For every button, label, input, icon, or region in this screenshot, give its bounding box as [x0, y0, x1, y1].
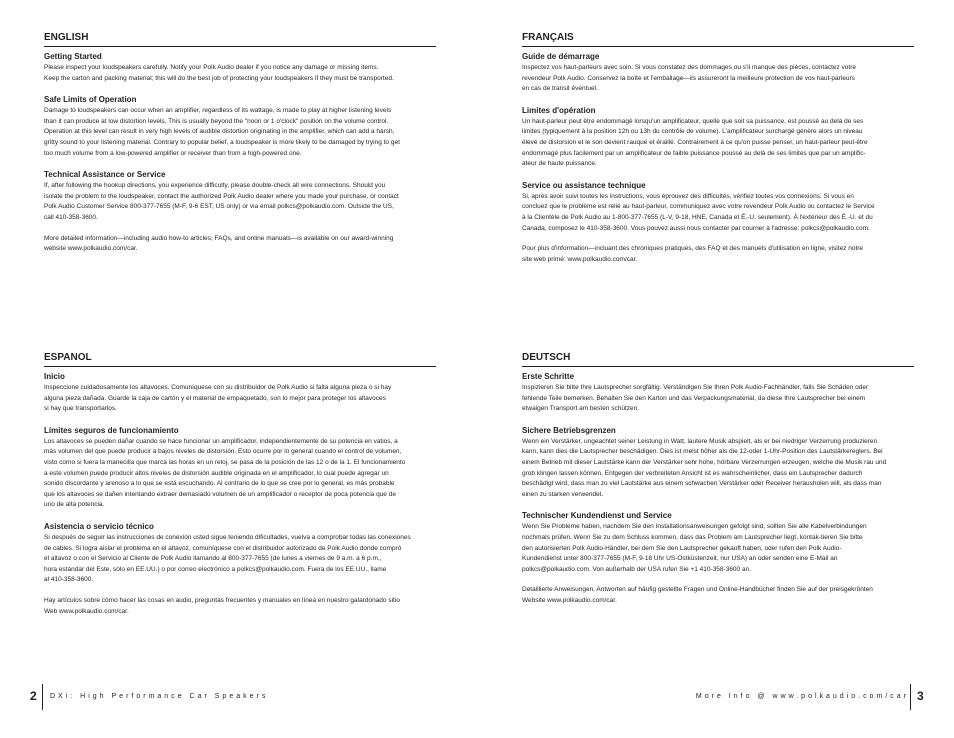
heading-deutsch: DEUTSCH	[522, 352, 914, 367]
anweisungen-text: Detaillierte Anweisungen, Antworten auf häufig gestellte Fragen und Online-Handbücher finden Sie auf der preisgekrönten Website www.polkaudio.com/car.	[522, 586, 873, 604]
section-deutsch	[522, 352, 914, 607]
section-espanol	[44, 352, 436, 617]
guide-demarrage-text: Inspectez vos haut-parleurs avec soin. Si vous constatez des dommages ou s'il manque des pièces, contactez votre revendeur Polk Audio. Conservez la boîte et l'emballage—ils assureront la meilleure protection de vos haut-parleurs en cas de transit éventuel.	[522, 64, 857, 93]
safe-limits-title: Safe Limits of Operation	[44, 95, 137, 105]
kundendienst-text: Wenn Sie Probleme haben, nachdem Sie den Installationsanweisungen gefolgt sind, sollten Sie alle Kabelverbindungen nochmals prüfen. Wenn Sie zu dem Schluss kommen, dass das Problem am Lautsprecher liegt, kontak-tieren Sie bitte den autorisierten Polk Audio-Händler, bei dem Sie den Lautsprecher gekauft haben, oder rufen den Polk Audio- Kundendienst unter 800-377-7655 (M-F, 9-18 Uhr US-Ostküstenzeit, nur USA) an oder senden eine E-Mail an polkcs@polkaudio.com. Von außerhalb der USA rufen Sie +1 410-358-3600 an.	[522, 523, 867, 573]
technical-assistance-text: If, after following the hookup directions, you experience difficulty, please double-check all wire connections. Should you isolate the problem to the loudspeaker, contact the authorized Polk Audio dealer where you made your purchase, or contact Polk Audio Customer Service 800-377-7655 (M-F, 9-6 EST, US only) or via email polkcs@polkaudio.com. Outside the US, call 410-358-3600.	[44, 182, 399, 221]
section-english	[44, 32, 436, 255]
limites-seguros-text: Los altavoces se pueden dañar cuando se hace funcionar un amplificador, independientemente de su potencia en vatios, a más volumen del que puede producir a bajos niveles de distorsión. Esto ocurre por lo general cuando el control de volumen, visto como si fuera la manecilla que marca las horas en un reloj, se pasa de la posición de las 12 o de la 1. El funcionamiento a este volumen puede producir altos niveles de distorsión audible originada en el amplificador, lo cual puede agregar un sonido discordante y arenoso a lo que se está escuchando. Al contrario de lo que se cree por lo general, es más probable que los altavoces se dañen intentando extraer demasiado volumen de un amplificador o receptor de poca potencia que de uno de alta potencia.	[44, 437, 406, 509]
heading-espanol: ESPANOL	[44, 352, 436, 367]
guide-demarrage-title: Guide de démarrage	[522, 52, 600, 61]
safe-limits-text: Damage to loudspeakers can occur when an amplifier, regardless of its wattage, is made to play at higher listening levels than it can produce at low distortion levels. This is usually beyond the "noon or 1 o'clock" position on the volume control. Operation at this level can result in very high levels of audible distortion originating in the amplifier, which can add a harsh, gritty sound to your listening material. Contrary to popular belief, a loudspeaker is more likely to be damaged by trying to get too much volume from a low-powered amplifier or receiver than from a high-powered one.	[44, 107, 400, 157]
getting-started-title: Getting Started	[44, 52, 102, 61]
technical-assistance-title: Technical Assistance or Service	[44, 170, 166, 180]
footer-divider-right	[910, 684, 911, 710]
section-francais	[522, 32, 914, 265]
betriebsgrenzen-text: Wenn ein Verstärker, ungeachtet seiner Leistung in Watt, lautere Musik abspielt, als er bei niedriger Verzerrung produzieren kann, kann dies die Lautsprecher beschädigen. Dies ist meist höher als die 12-oder 1-Uhr-Position des Lautstärkereglers. Bei einem Betrieb mit dieser Lautstärke kann der Verstärker sehr hohe, hörbare Verzerrungen erzeugen, welche die Musik rau und grob klingen lassen können. Entgegen der verbreiteten Ansicht ist es wahrscheinlicher, dass ein Lautsprecher dadurch beschädigt wird, dass man zu viel Lautstärke aus einem schwachen Verstärker oder Receiver herausholen will, als dass man einen zu starken verwendet.	[522, 437, 887, 498]
asistencia-tecnico-text: Si después de seguir las instrucciones de conexión usted sigue teniendo dificultades, vuelva a comprobar todas las conexiones de cables. Si logra aislar el problema en el altavoz, comuníquese con el distribuidor autorizado de Polk Audio donde compró el altavoz o con el Servicio al Cliente de Polk Audio llamando al 800-377-7655 (de lunes a viernes de 9 a.m. a 6 p.m., hora estándar del Este, sólo en EE.UU.) o por correo electrónico a polkcs@polkaudio.com. Fuera de los EE.UU., llame al 410-358-3600.	[44, 533, 411, 584]
page-number-left: 2	[30, 689, 37, 703]
more-info-text: More detailed information—including audio how-to articles; FAQs, and online manuals—is available on our award-winning website www.polkaudio.com/car.	[44, 234, 394, 253]
plus-information-text: Pour plus d'information—incluant des chroniques pratiques, des FAQ et des manuels d'utilisation en ligne, visitez notre site web primé: www.polkaudio.com/car.	[522, 245, 864, 263]
articulos-text: Hay artículos sobre cómo hacer las cosas en audio, preguntas frecuentes y manuales en línea en nuestro galardonado sitio Web www.polkaudio.com/car.	[44, 596, 400, 615]
service-assistance-text: Si, après avoir suivi toutes les instructions, vous éprouvez des difficultés, vérifiez toutes vos connexions. Si vous en concluez que le problème est relié au haut-parleur, communiquez avec votre revendeur Polk Audio ou contactez le Service à la Clientèle de Polk Audio au 1-800-377-7655 (L-V, 9-18, HNE, Canada et É.-U. seulement). À l'extérieur des É.-U. et du Canada, composez le 410-358-3600. Vous pouvez aussi nous contacter par courrier à l'adresse: polkcs@polkaudio.com.	[522, 192, 875, 232]
footer-divider-left	[42, 684, 43, 710]
footer-left-text: DXi: High Performance Car Speakers	[50, 693, 269, 700]
inicio-title: Inicio	[44, 372, 65, 381]
kundendienst-title: Technischer Kundendienst und Service	[522, 511, 672, 521]
limites-operation-text: Un haut-parleur peut être endommagé lorsqu'un amplificateur, quelle que soit sa puissance, est poussé au delà de ses limites (typiquement à la position 12h ou 13h du contrôle de volume). L'amplificateur surchargé génère alors un niveau élevé de distorsion et le son devient rauque et éraillé. Contrairement à ce qu'on puisse penser, un haut-parleur peut-être endommagé plus facilement par un amplificateur de faible puissance poussé au delà de ses limites que par un amplific- ateur de haute puissance.	[522, 117, 868, 168]
limites-seguros-title: Límites seguros de funcionamiento	[44, 425, 179, 435]
service-assistance-title: Service ou assistance technique	[522, 180, 646, 190]
betriebsgrenzen-title: Sichere Betriebsgrenzen	[522, 425, 616, 435]
page-number-right: 3	[917, 689, 924, 703]
asistencia-tecnico-title: Asistencia o servicio técnico	[44, 521, 154, 531]
heading-francais: FRANÇAIS	[522, 32, 914, 47]
erste-schritte-title: Erste Schritte	[522, 372, 575, 381]
heading-english: ENGLISH	[44, 32, 436, 47]
limites-operation-title: Limites d'opération	[522, 105, 596, 115]
inicio-text: Inspeccione cuidadosamente los altavoces. Comuníquese con su distribuidor de Polk Audio si falta alguna pieza o si hay alguna pieza dañada. Guarde la caja de cartón y el material de empaquetado, son lo mejor para proteger los altavoces si hay que transportarlos.	[44, 384, 392, 413]
getting-started-text: Please inspect your loudspeakers carefully. Notify your Polk Audio dealer if you notice any damage or missing items. Keep the carton and packing material; this will do the best job of protecting your loudspeakers if they must be transported.	[44, 64, 394, 82]
erste-schritte-text: Inspizieren Sie bitte Ihre Lautsprecher sorgfältig. Verständigen Sie Ihren Polk Audio-Fachhändler, falls Sie Schäden oder fehlende Teile bemerken. Behalten Sie den Karton und das Verpackungsmaterial, da diese Ihre Lautsprecher bei einem etwaigen Transport am besten schützen.	[522, 384, 869, 413]
footer-right-text: More Info @ www.polkaudio.com/car	[695, 693, 909, 700]
